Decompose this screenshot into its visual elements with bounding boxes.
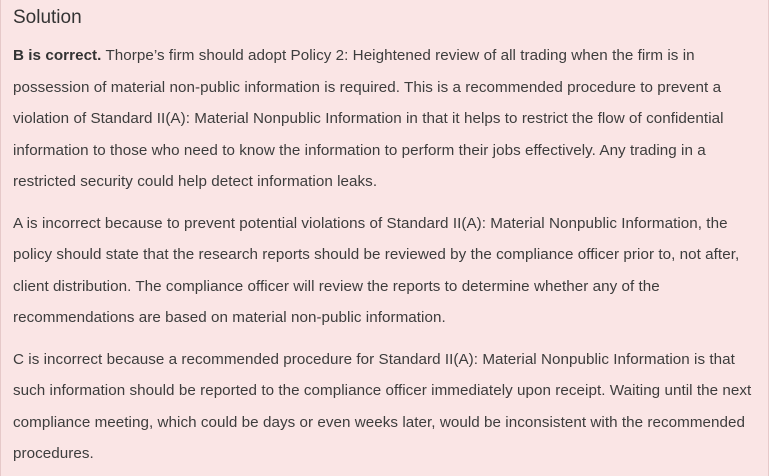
correct-answer-label: B is correct. xyxy=(13,47,102,64)
option-c-explanation: C is incorrect because a recommended procedure for Standard II(A): Material Nonpublic Information is that such information should be reported to the compliance officer immediately upon receipt. Waiting until the next compliance meeting, which could be days or even weeks later, would be inconsistent with the recommended procedures. xyxy=(13,350,752,462)
correct-answer-text: Thorpe’s firm should adopt Policy 2: Heightened review of all trading when the firm is in possession of material non-public information is required. This is a recommended procedure to prevent a violation of Standard II(A): Material Nonpublic Information in that it helps to restrict the flow of confidential information to those who need to know the information to perform their jobs effectively. Any trading in a restricted security could help detect information leaks. xyxy=(13,47,724,190)
correct-answer-explanation xyxy=(13,40,756,198)
option-a-explanation: A is incorrect because to prevent potential violations of Standard II(A): Material Nonpublic Information, the policy should state that the research reports should be reviewed by the compliance officer prior to, not after, client distribution. The compliance officer will review the reports to determine whether any of the recommendations are based on material non-public information. xyxy=(13,214,740,326)
solution-heading: Solution xyxy=(13,7,82,28)
